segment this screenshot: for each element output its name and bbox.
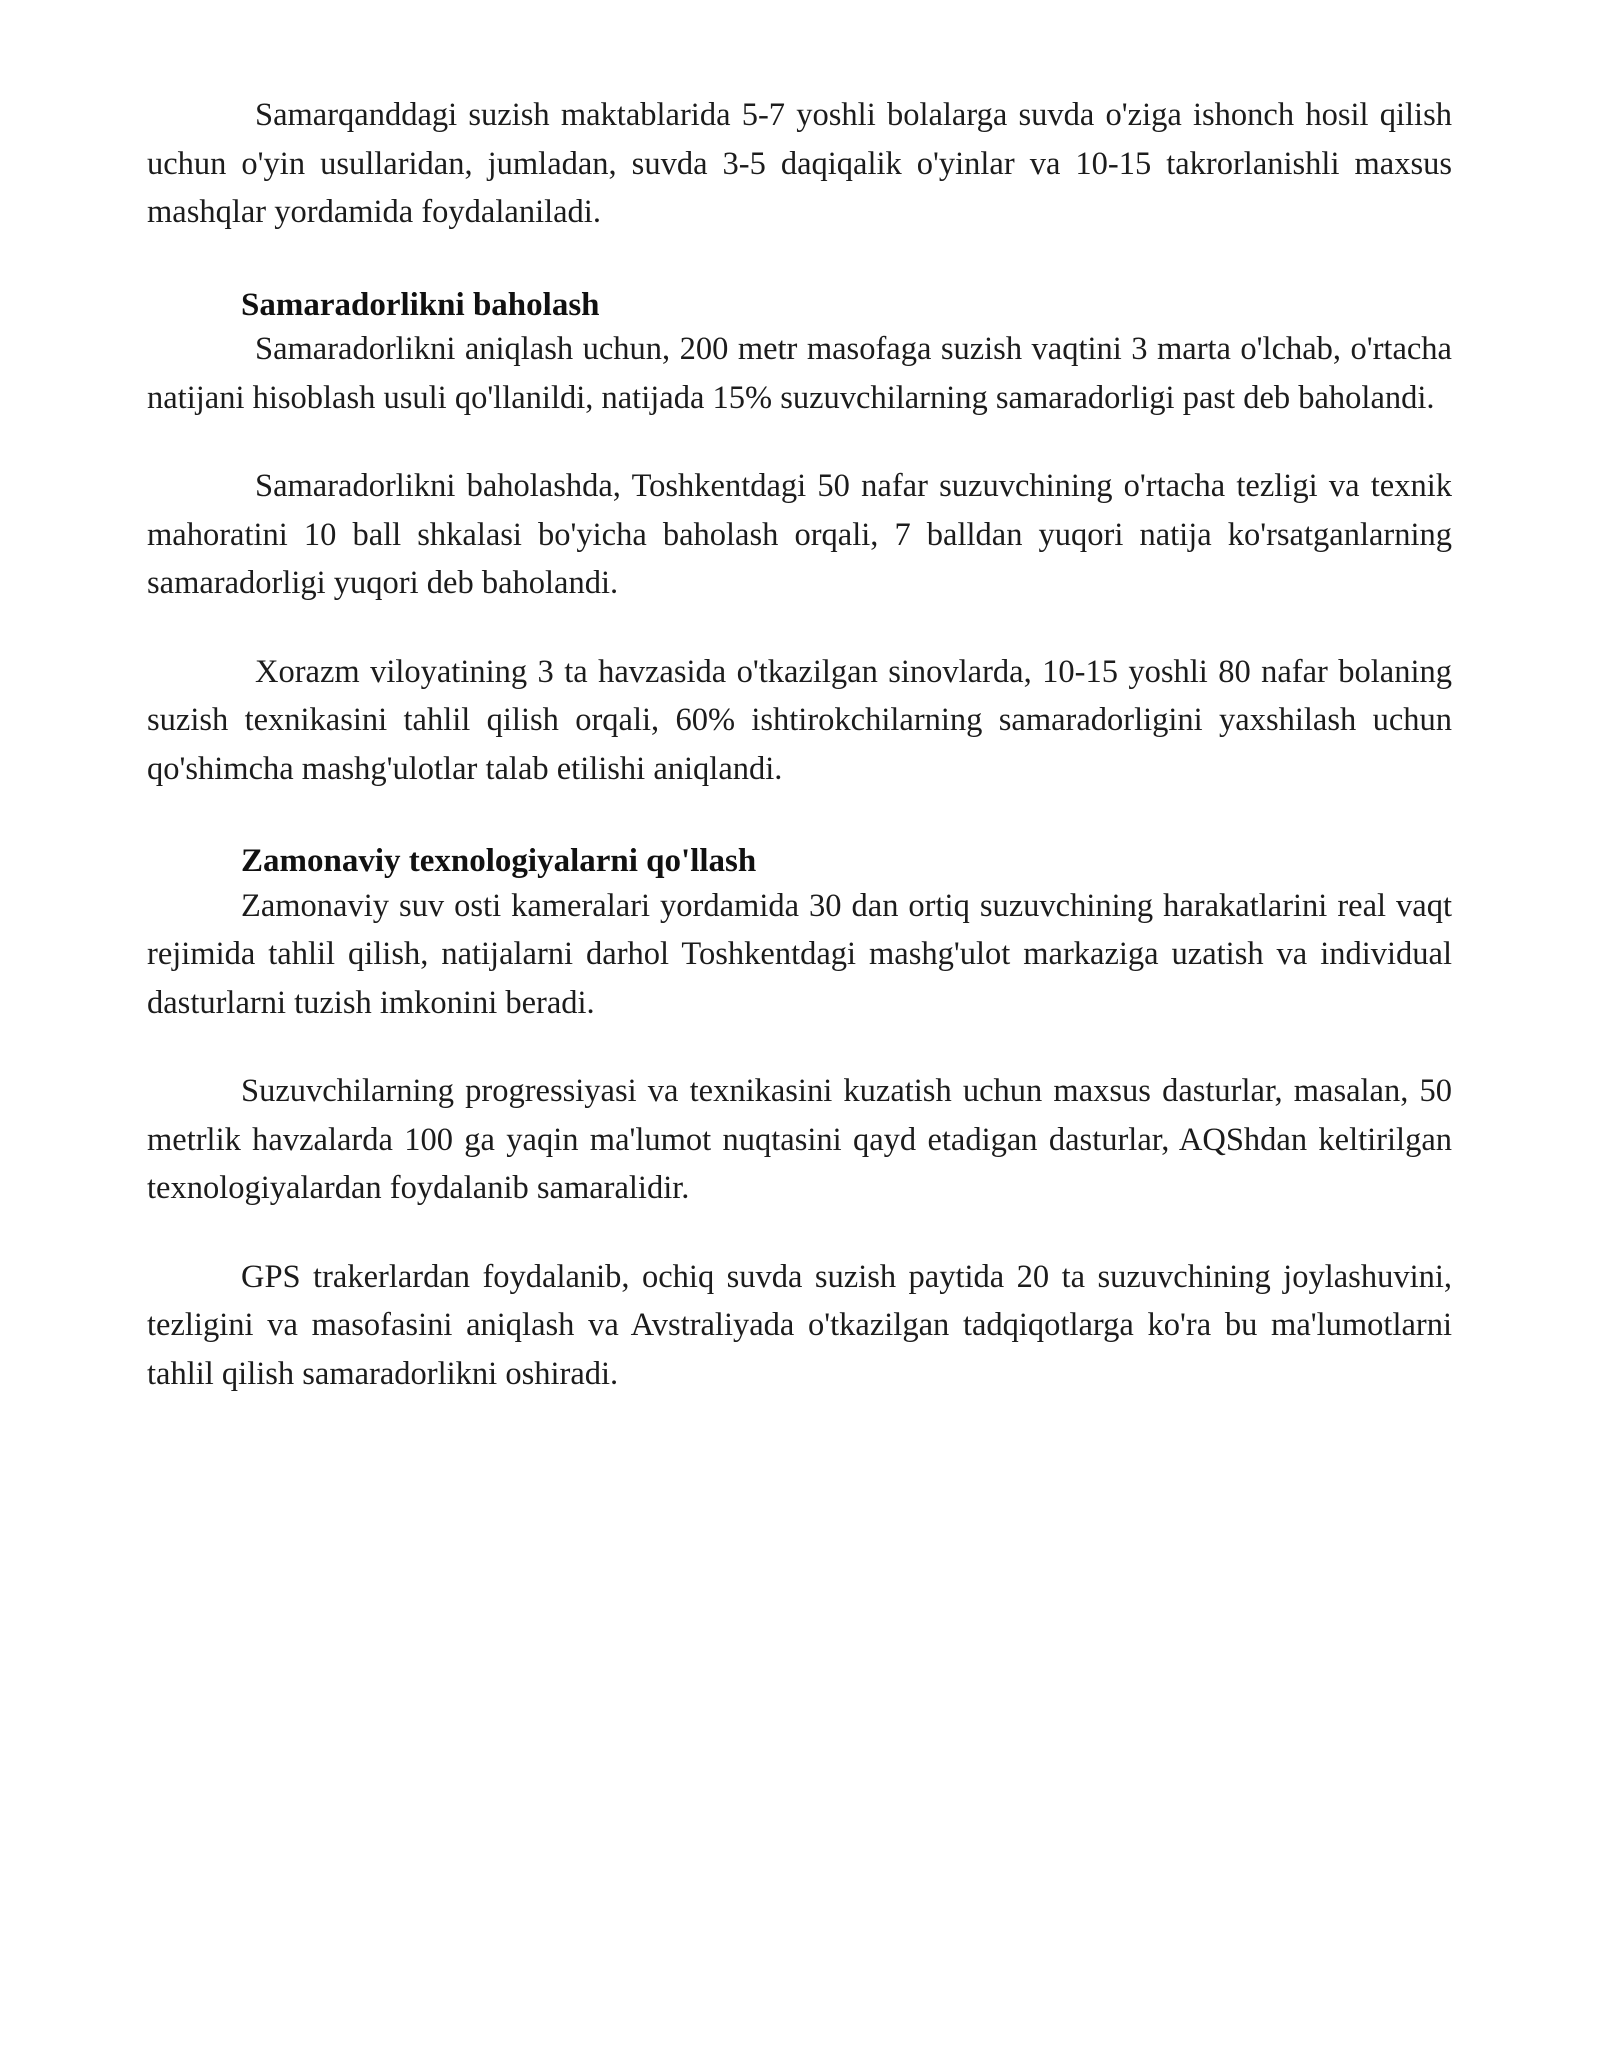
- section-heading-effectiveness: Samaradorlikni baholash: [241, 286, 600, 323]
- intro-paragraph: Samarqanddagi suzish maktablarida 5-7 yoshli bolalarga suvda o'ziga ishonch hosil qilish uchun o'yin usullaridan, jumladan, suvda 3-5 daqiqalik o'yinlar va 10-15 takrorlanishli maxsus mashqlar yordamida foydalaniladi.: [147, 97, 1452, 230]
- effectiveness-paragraph-2: Samaradorlikni baholashda, Toshkentdagi 50 nafar suzuvchining o'rtacha tezligi va texnik mahoratini 10 ball shkalasi bo'yicha baholash orqali, 7 balldan yuqori natija ko'rsatganlarning samaradorligi yuqori deb baholandi.: [147, 468, 1452, 601]
- document-body: [147, 91, 1452, 1438]
- section-heading-technologies: Zamonaviy texnologiyalarni qo'llash: [241, 843, 757, 879]
- effectiveness-paragraph-1: Samaradorlikni aniqlash uchun, 200 metr masofaga suzish vaqtini 3 marta o'lchab, o'rtacha natijani hisoblash usuli qo'llanildi, natijada 15% suzuvchilarning samaradorligi past deb baholandi.: [147, 331, 1452, 416]
- technologies-paragraph-2: Suzuvchilarning progressiyasi va texnikasini kuzatish uchun maxsus dasturlar, masalan, 50 metrlik havzalarda 100 ga yaqin ma'lumot nuqtasini qayd etadigan dasturlar, AQShdan keltirilgan texnologiyalardan foydalanib samaralidir.: [147, 1073, 1452, 1206]
- technologies-paragraph-1: Zamonaviy suv osti kameralari yordamida 30 dan ortiq suzuvchining harakatlarini real vaqt rejimida tahlil qilish, natijalarni darhol Toshkentdagi mashg'ulot markaziga uzatish va individual dasturlarni tuzish imkonini beradi.: [147, 887, 1452, 1021]
- technologies-paragraph-3: GPS trakerlardan foydalanib, ochiq suvda suzish paytida 20 ta suzuvchining joylashuvini, tezligini va masofasini aniqlash va Avstraliyada o'tkazilgan tadqiqotlarga ko'ra bu ma'lumotlarni tahlil qilish samaradorlikni oshiradi.: [147, 1258, 1452, 1392]
- effectiveness-paragraph-3: Xorazm viloyatining 3 ta havzasida o'tkazilgan sinovlarda, 10-15 yoshli 80 nafar bolaning suzish texnikasini tahlil qilish orqali, 60% ishtirokchilarning samaradorligini yaxshilash uchun qo'shimcha mashg'ulotlar talab etilishi aniqlandi.: [147, 653, 1452, 787]
